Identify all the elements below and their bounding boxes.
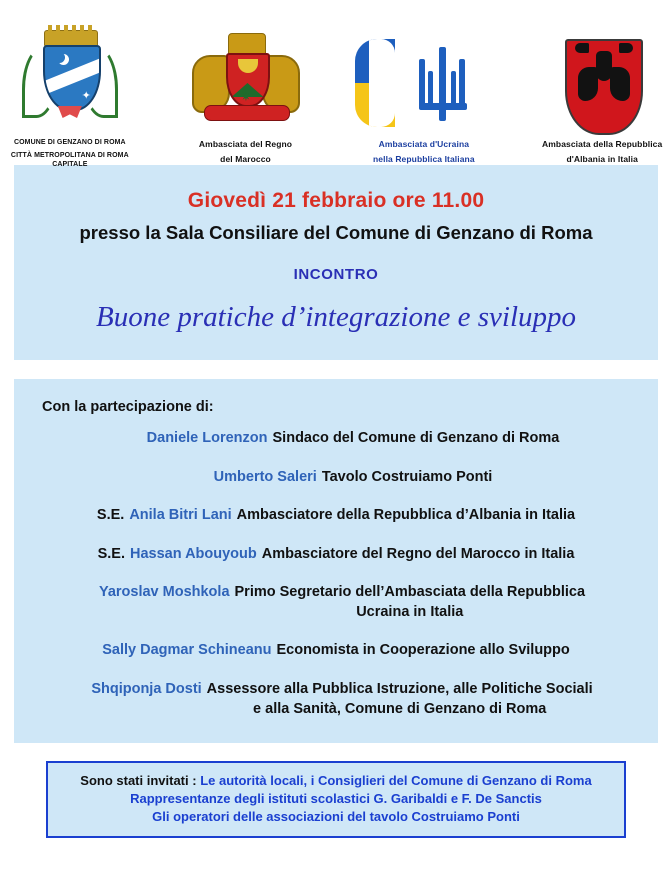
participant-name: Hassan Abouyoub	[130, 545, 257, 562]
logo-genzano-caption-2: CITTÀ METROPOLITANA DI ROMA CAPITALE	[10, 151, 129, 168]
genzano-coat-of-arms-icon: ✦	[16, 30, 124, 135]
logo-ukraine-caption-2: nella Repubblica Italiana	[372, 153, 475, 164]
participant-name: Daniele Lorenzon	[146, 430, 268, 446]
logo-albania-caption-2: d'Albania in Italia	[566, 153, 638, 164]
event-date: Giovedì 21 febbraio ore 11.00	[187, 189, 485, 212]
invited-first-line	[60, 773, 612, 788]
participant-role: Ambasciatore della Repubblica d’Albania in Italia	[236, 507, 576, 524]
logo-ukraine-caption-1: Ambasciata d'Ucraina	[378, 139, 470, 149]
participant-role: Sindaco del Comune di Genzano di Roma	[272, 430, 560, 446]
logo-albania-caption-1: Ambasciata della Repubblica	[542, 139, 663, 149]
participant-role	[207, 680, 593, 719]
participant-role-line2: Ucraina in Italia	[356, 603, 464, 620]
participant-name: Sally Dagmar Schineanu	[102, 642, 272, 659]
morocco-coat-of-arms-icon: ✷	[190, 30, 302, 135]
participant-role-line1: Primo Segretario dell’Ambasciata della Repubblica	[234, 584, 586, 601]
participants-panel	[14, 379, 658, 743]
participant-prefix: S.E.	[97, 545, 125, 562]
logo-morocco-caption-1: Ambasciata del Regno	[198, 139, 293, 149]
participant-row	[32, 468, 640, 488]
participant-row	[32, 506, 640, 526]
logo-genzano	[0, 30, 140, 169]
invited-box	[46, 761, 626, 838]
logo-row	[0, 0, 672, 168]
invited-line-3: Gli operatori delle associazioni del tavolo Costruiamo Ponti	[152, 809, 520, 825]
logo-morocco	[176, 30, 316, 164]
participant-row	[32, 680, 640, 719]
participant-role: Ambasciatore del Regno del Marocco in Italia	[261, 545, 575, 562]
participants-heading: Con la partecipazione di:	[42, 399, 214, 415]
invited-line-2: Rappresentanze degli istituti scolastici G. Garibaldi e F. De Sanctis	[130, 791, 542, 807]
logo-morocco-caption-2: del Marocco	[220, 153, 271, 164]
participant-row	[32, 641, 640, 661]
logo-ukraine	[351, 30, 496, 164]
participant-role: Economista in Cooperazione allo Sviluppo	[276, 642, 570, 659]
invited-line-1: Le autorità locali, i Consiglieri del Comune di Genzano di Roma	[200, 773, 592, 789]
participant-name: Umberto Saleri	[213, 468, 317, 485]
participant-row	[32, 545, 640, 565]
participant-name: Anila Bitri Lani	[129, 507, 232, 524]
albania-flag-shield-icon	[552, 30, 652, 135]
event-venue: presso la Sala Consiliare del Comune di Genzano di Roma	[79, 222, 593, 243]
participant-role	[235, 583, 586, 622]
logo-albania	[532, 30, 672, 164]
participant-name: Shqiponja Dosti	[91, 680, 202, 697]
event-theme: Buone pratiche d’integrazione e sviluppo	[95, 301, 576, 333]
participant-role-line1: Assessore alla Pubblica Istruzione, alle Politiche Sociali	[206, 680, 593, 697]
logo-genzano-caption-1: COMUNE DI GENZANO DI ROMA	[13, 139, 126, 146]
participant-prefix: S.E.	[96, 507, 125, 524]
participant-row	[32, 429, 640, 449]
participant-name: Yaroslav Moshkola	[98, 584, 230, 601]
participant-role: Tavolo Costruiamo Ponti	[321, 468, 493, 485]
event-kicker: INCONTRO	[293, 266, 379, 283]
participant-role-line2: e alla Sanità, Comune di Genzano di Roma	[253, 700, 547, 717]
invited-label: Sono stati invitati :	[80, 773, 197, 789]
ukraine-embassy-logo-icon	[349, 30, 499, 135]
title-panel	[14, 165, 658, 360]
participant-row	[32, 583, 640, 622]
